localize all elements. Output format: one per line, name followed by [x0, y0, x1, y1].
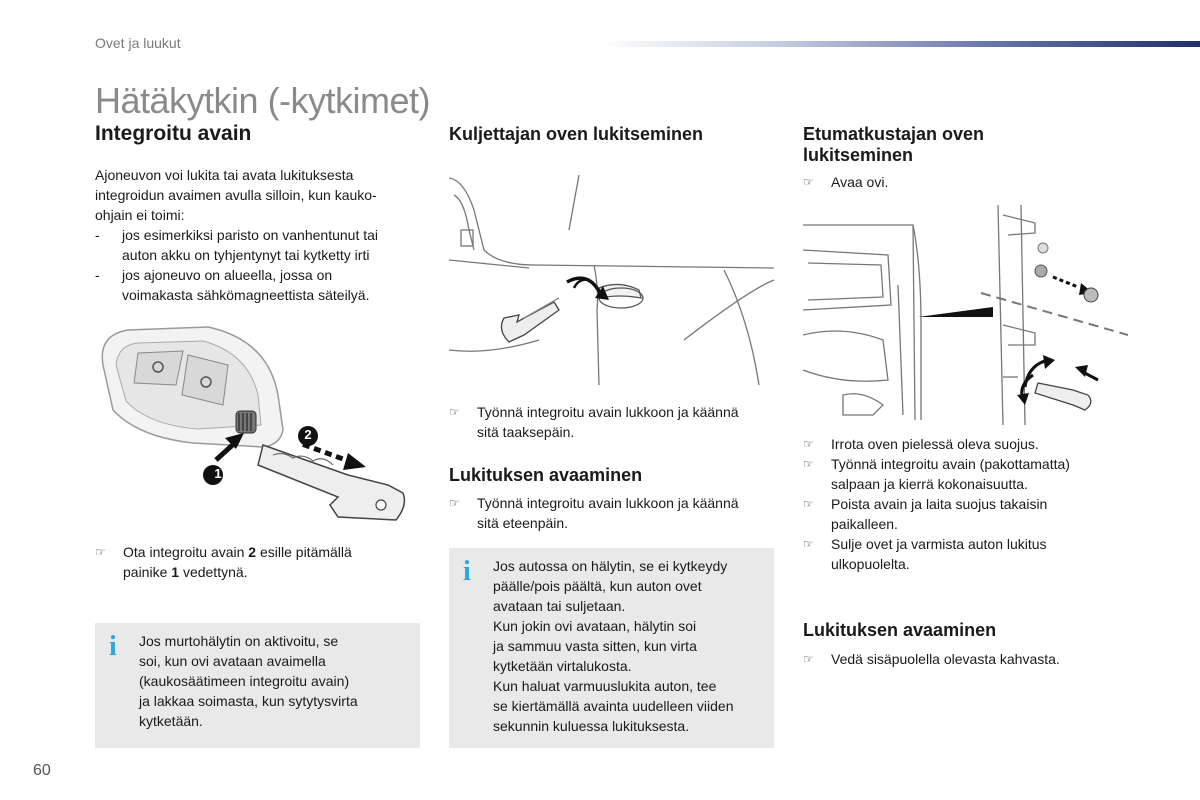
info-line: se kiertämällä avainta uudelleen viiden [493, 698, 734, 714]
pointing-hand-icon: ☞ [803, 652, 814, 666]
intro-line: ohjain ei toimi: [95, 207, 185, 224]
heading-integrated-key: Integroitu avain [95, 122, 252, 145]
heading-unlock: Lukituksen avaaminen [449, 465, 643, 485]
list-item: ☞ Työnnä integroitu avain lukkoon ja käännä sitä eteenpäin. [449, 495, 739, 531]
column-integrated-key [95, 118, 420, 305]
info-line: ja sammuu vasta sitten, kun virta [493, 638, 697, 654]
info-line: kytketään virtalukosta. [493, 658, 632, 674]
intro-line: integroidun avaimen avulla silloin, kun kauko- [95, 187, 377, 204]
info-line: soi, kun ovi avataan avaimella [139, 653, 326, 669]
list-item: ☞ Sulje ovet ja varmista auton lukitus ulkopuolelta. [803, 536, 1047, 572]
intro-paragraph [95, 165, 420, 225]
passenger-door-latch-illustration [803, 205, 1128, 425]
info-line: avataan tai suljetaan. [493, 598, 626, 614]
pointing-hand-icon: ☞ [803, 457, 814, 471]
heading-passenger-door-lock [803, 124, 984, 165]
instruction-bullets [95, 542, 420, 582]
heading-driver-door-lock: Kuljettajan oven lukitseminen [449, 124, 704, 144]
unlock-bullets [449, 493, 774, 533]
list-item: ☞ Irrota oven pielessä oleva suojus. [803, 436, 1039, 452]
driver-lock-bullets [449, 402, 774, 442]
info-icon: i [463, 556, 471, 587]
key-blade [258, 445, 404, 520]
info-box-alarm-doors [449, 548, 774, 748]
pointing-hand-icon: ☞ [803, 437, 814, 451]
pointing-hand-icon: ☞ [803, 537, 814, 551]
pointing-hand-icon: ☞ [449, 496, 460, 510]
info-icon: i [109, 631, 117, 662]
info-line: (kaukosäätimeen integroitu avain) [139, 673, 350, 689]
figure-label-1: 1 [214, 466, 222, 481]
info-line: Jos autossa on hälytin, se ei kytkeydy [493, 558, 728, 574]
passenger-lock-bullets [803, 434, 1128, 574]
list-item: ☞ Työnnä integroitu avain (pakottamatta) salpaan ja kierrä kokonaisuutta. [803, 456, 1070, 492]
heading-unlock-passenger: Lukituksen avaaminen [803, 620, 997, 640]
list-item: - jos esimerkiksi paristo on vanhentunut tai auton akku on tyhjentynyt tai kytketty irti [95, 227, 379, 264]
info-line: sekunnin kuluessa lukituksesta. [493, 718, 690, 734]
intro-line: Ajoneuvon voi lukita tai avata lukituksesta [95, 167, 354, 184]
info-line: Kun jokin ovi avataan, hälytin soi [493, 618, 697, 634]
info-box-alarm [95, 623, 420, 748]
conditions-list [95, 225, 420, 305]
driver-door-illustration [449, 170, 774, 395]
pointing-hand-icon: ☞ [449, 405, 460, 419]
pointing-hand-icon: ☞ [803, 175, 814, 189]
figure-label-2: 2 [304, 427, 312, 442]
info-line: Kun haluat varmuuslukita auton, tee [493, 678, 717, 694]
list-item: ☞ Vedä sisäpuolella olevasta kahvasta. [803, 651, 1060, 667]
info-line: päälle/pois päältä, kun auton ovet [493, 578, 702, 594]
running-header: Ovet ja luukut [95, 35, 181, 51]
key-fob-illustration [98, 325, 418, 525]
page-title: Hätäkytkin (-kytkimet) [95, 80, 431, 121]
unlock-passenger-bullets [803, 649, 1128, 669]
heading-line: lukitseminen [803, 144, 914, 165]
heading-line: Etumatkustajan oven [803, 124, 985, 144]
info-line: kytketään. [139, 713, 203, 729]
list-item: ☞ Työnnä integroitu avain lukkoon ja käännä sitä taaksepäin. [449, 404, 739, 440]
pointing-hand-icon: ☞ [95, 545, 106, 559]
release-button-ridges [236, 411, 256, 433]
info-line: Jos murtohälytin on aktivoitu, se [139, 633, 339, 649]
open-door-bullet [803, 172, 1128, 192]
list-item: ☞ Ota integroitu avain 2 esille pitämällä painike 1 vedettynä. [95, 544, 352, 580]
list-item: - jos ajoneuvo on alueella, jossa on voimakasta sähkömagneettista säteilyä. [95, 267, 370, 304]
list-item: ☞ Poista avain ja laita suojus takaisin paikalleen. [803, 496, 1048, 532]
page-number: 60 [33, 762, 51, 779]
header-gradient-bar [600, 41, 1200, 47]
pointing-hand-icon: ☞ [803, 497, 814, 511]
info-line: ja lakkaa soimasta, kun sytytysvirta [139, 693, 358, 709]
list-item: ☞ Avaa ovi. [803, 174, 889, 190]
